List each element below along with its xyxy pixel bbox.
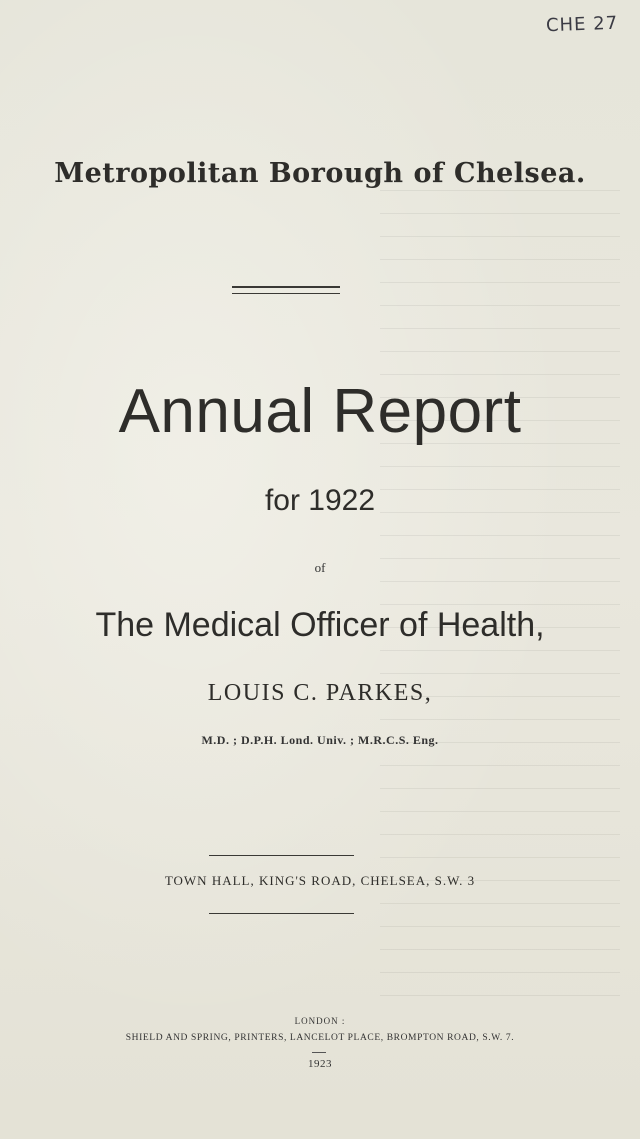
imprint-year: 1923: [308, 1058, 332, 1070]
officer-title: The Medical Officer of Health,: [95, 606, 545, 644]
imprint-city: LONDON :: [294, 1016, 346, 1026]
address-top-rule: [209, 855, 354, 856]
town-hall-address: TOWN HALL, KING'S ROAD, CHELSEA, S.W. 3: [164, 873, 476, 888]
imprint-rule: [312, 1052, 326, 1053]
officer-name: LOUIS C. PARKES,: [207, 680, 433, 706]
report-title: Annual Report: [118, 377, 522, 446]
report-year: for 1922: [264, 484, 376, 517]
borough-heading: Metropolitan Borough of Chelsea.: [54, 158, 586, 189]
address-bottom-rule: [209, 913, 354, 914]
of-connector: of: [314, 560, 326, 575]
double-rule-divider: [232, 286, 340, 294]
imprint-printer: SHIELD AND SPRING, PRINTERS, LANCELOT PLACE, BROMPTON ROAD, S.W. 7.: [125, 1033, 515, 1043]
handwritten-reference-note: CHE 27: [545, 12, 619, 37]
officer-qualifications: M.D. ; D.P.H. Lond. Univ. ; M.R.C.S. Eng.: [201, 733, 439, 747]
